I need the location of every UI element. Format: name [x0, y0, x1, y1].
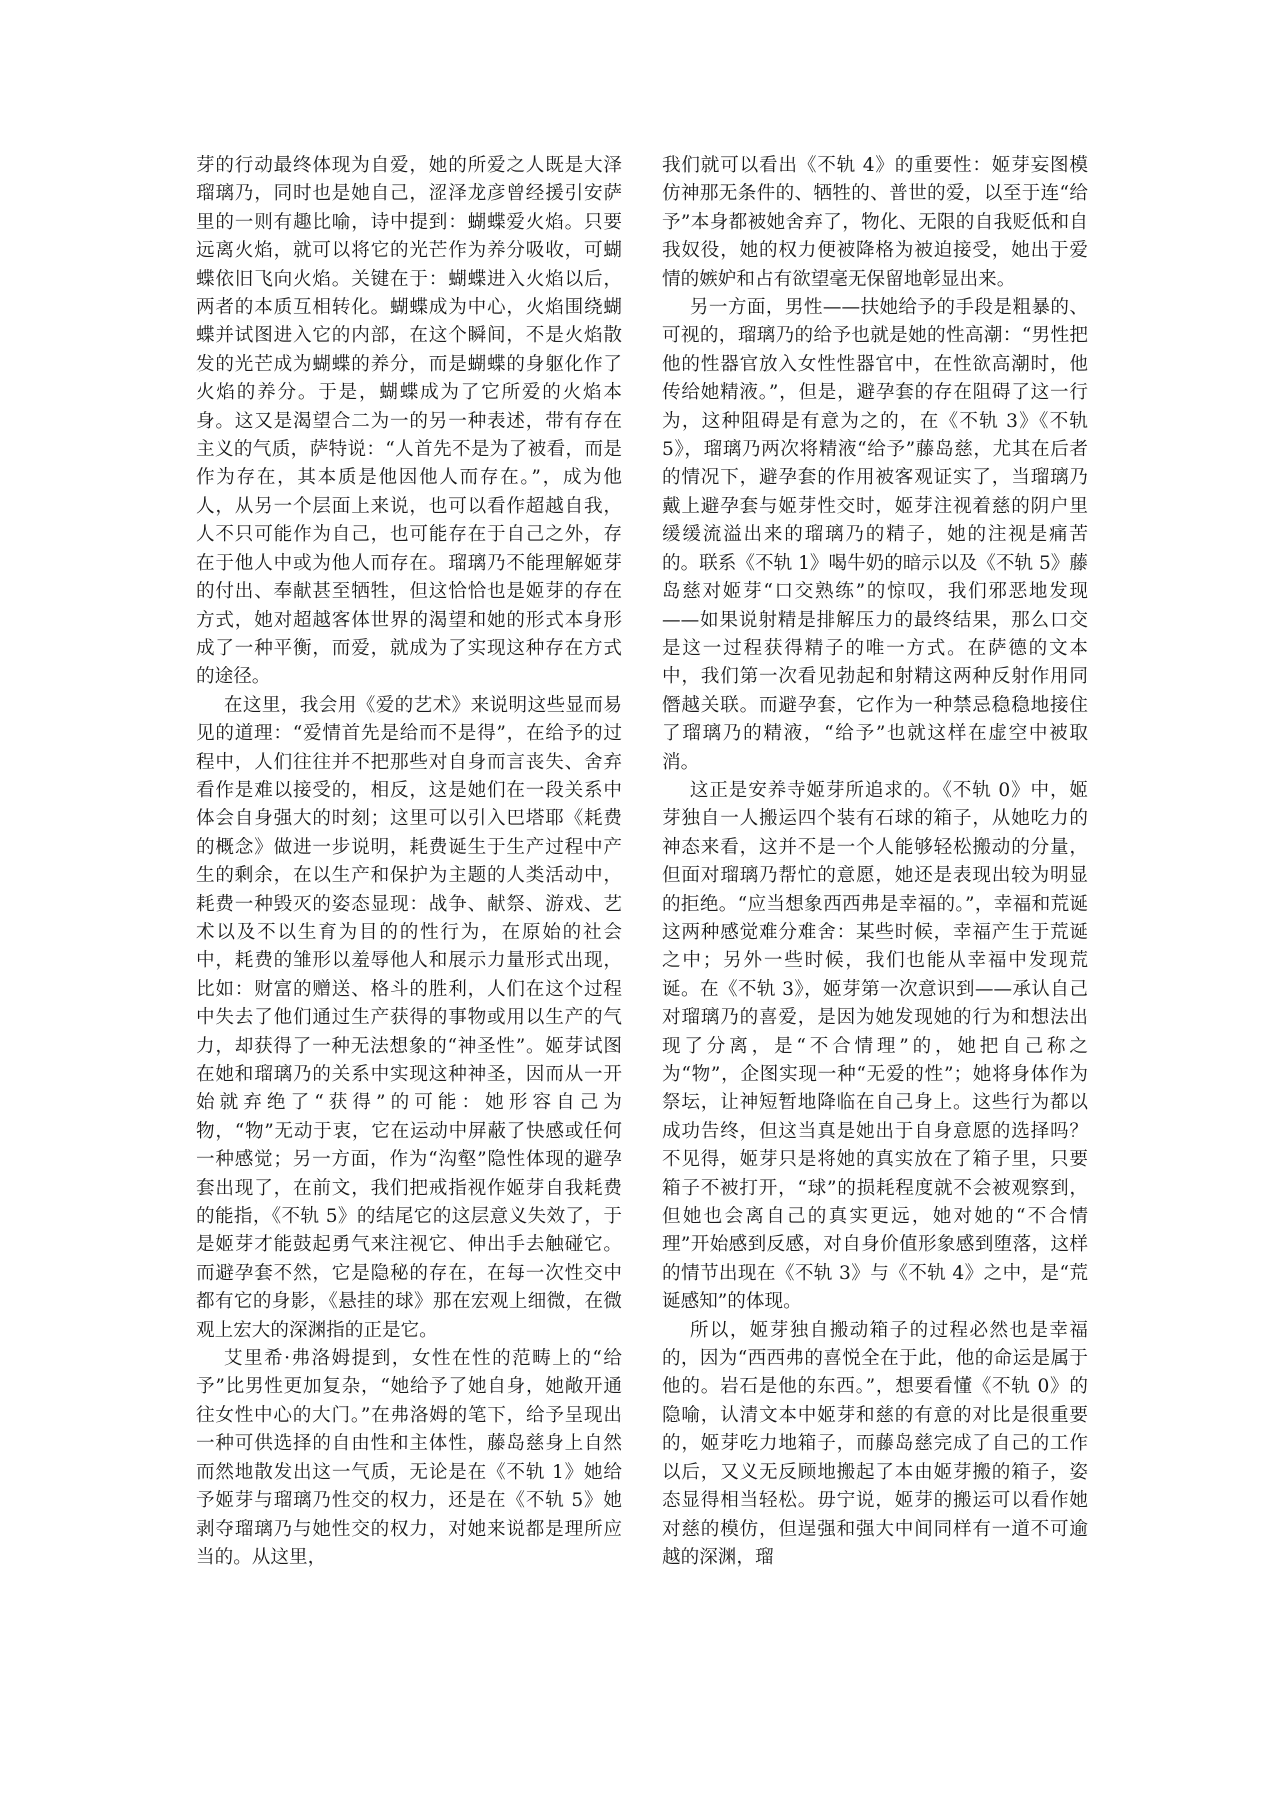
right-column [662, 152, 1088, 1692]
paragraph: 芽的行动最终体现为自爱，她的所爱之人既是大泽瑠璃乃，同时也是她自己，涩泽龙彦曾经援引安萨里的一则有趣比喻，诗中提到：蝴蝶爱火焰。只要远离火焰，就可以将它的光芒作为养分吸收，可蝴蝶依旧飞向火焰。关键在于：蝴蝶进入火焰以后，两者的本质互相转化。蝴蝶成为中心，火焰围绕蝴蝶并试图进入它的内部，在这个瞬间，不是火焰散发的光芒成为蝴蝶的养分，而是蝴蝶的身躯化作了火焰的养分。于是，蝴蝶成为了它所爱的火焰本身。这又是渴望合二为一的另一种表述，带有存在主义的气质，萨特说：“人首先不是为了被看，而是作为存在，其本质是他因他人而存在。”，成为他人，从另一个层面上来说，也可以看作超越自我，人不只可能作为自己，也可能存在于自己之外，存在于他人中或为他人而存在。瑠璃乃不能理解姬芽的付出、奉献甚至牺牲，但这恰恰也是姬芽的存在方式，她对超越客体世界的渴望和她的形式本身形成了一种平衡，而爱，就成为了实现这种存在方式的途径。 [196, 155, 622, 688]
paragraph: 艾里希·弗洛姆提到，女性在性的范畴上的“给予”比男性更加复杂，“她给予了她自身，她敞开通往女性中心的大门。”在弗洛姆的笔下，给予呈现出一种可供选择的自由性和主体性，藤岛慈身上自然而然地散发出这一气质，无论是在《不轨 1》她给予姬芽与瑠璃乃性交的权力，还是在《不轨 5》她剥夺瑠璃乃与她性交的权力，对她来说都是理所应当的。从这里， [196, 1348, 622, 1568]
document-page [196, 152, 1088, 1692]
paragraph: 在这里，我会用《爱的艺术》来说明这些显而易见的道理：“爱情首先是给而不是得”，在给予的过程中，人们往往并不把那些对自身而言丧失、舍弃看作是难以接受的，相反，这是她们在一段关系中体会自身强大的时刻；这里可以引入巴塔耶《耗费的概念》做进一步说明，耗费诞生于生产过程中产生的剩余，在以生产和保护为主题的人类活动中，耗费一种毁灭的姿态显现：战争、献祭、游戏、艺术以及不以生育为目的的性行为，在原始的社会中，耗费的雏形以羞辱他人和展示力量形式出现，比如：财富的赠送、格斗的胜利，人们在这个过程中失去了他们通过生产获得的事物或用以生产的气力，却获得了一种无法想象的“神圣性”。姬芽试图在她和瑠璃乃的关系中实现这种神圣，因而从一开始就弃绝了“获得”的可能：她形容自己为物，“物”无动于衷，它在运动中屏蔽了快感或任何一种感觉；另一方面，作为“沟壑”隐性体现的避孕套出现了，在前文，我们把戒指视作姬芽自我耗费的能指，《不轨 5》的结尾它的这层意义失效了，于是姬芽才能鼓起勇气来注视它、伸出手去触碰它。而避孕套不然，它是隐秘的存在，在每一次性交中都有它的身影，《悬挂的球》那在宏观上细微，在微观上宏大的深渊指的正是它。 [196, 694, 622, 1341]
paragraph: 所以，姬芽独自搬动箱子的过程必然也是幸福的，因为“西西弗的喜悦全在于此，他的命运是属于他的。岩石是他的东西。”，想要看懂《不轨 0》的隐喻，认清文本中姬芽和慈的有意的对比是很重要的，姬芽吃力地箱子，而藤岛慈完成了自己的工作以后，又义无反顾地搬起了本由姬芽搬的箱子，姿态显得相当轻松。毋宁说，姬芽的搬运可以看作她对慈的模仿，但逞强和强大中间同样有一道不可逾越的深渊，瑠 [662, 1319, 1088, 1568]
paragraph: 这正是安养寺姬芽所追求的。《不轨 0》中，姬芽独自一人搬运四个装有石球的箱子，从她吃力的神态来看，这并不是一个人能够轻松搬动的分量，但面对瑠璃乃帮忙的意愿，她还是表现出较为明显的拒绝。“应当想象西西弗是幸福的。”，幸福和荒诞这两种感觉难分难舍：某些时候，幸福产生于荒诞之中；另外一些时候，我们也能从幸福中发现荒诞。在《不轨 3》，姬芽第一次意识到——承认自己对瑠璃乃的喜爱，是因为她发现她的行为和想法出现了分离，是“不合情理”的，她把自己称之为“物”，企图实现一种“无爱的性”；她将身体作为祭坛，让神短暂地降临在自己身上。这些行为都以成功告终，但这当真是她出于自身意愿的选择吗？不见得，姬芽只是将她的真实放在了箱子里，只要箱子不被打开，“球”的损耗程度就不会被观察到，但她也会离自己的真实更远，她对她的“不合情理”开始感到反感，对自身价值形象感到堕落，这样的情节出现在《不轨 3》与《不轨 4》之中，是“荒诞感知”的体现。 [662, 779, 1088, 1313]
paragraph: 我们就可以看出《不轨 4》的重要性：姬芽妄图模仿神那无条件的、牺牲的、普世的爱，以至于连“给予”本身都被她舍弃了，物化、无限的自我贬低和自我奴役，她的权力便被降格为被迫接受，她出于爱情的嫉妒和占有欲望毫无保留地彰显出来。 [662, 155, 1088, 290]
paragraph: 另一方面，男性——扶她给予的手段是粗暴的、可视的，瑠璃乃的给予也就是她的性高潮：“男性把他的性器官放入女性性器官中，在性欲高潮时，他传给她精液。”，但是，避孕套的存在阻碍了这一行为，这种阻碍是有意为之的，在《不轨 3》《不轨 5》，瑠璃乃两次将精液“给予”藤岛慈，尤其在后者的情况下，避孕套的作用被客观证实了，当瑠璃乃戴上避孕套与姬芽性交时，姬芽注视着慈的阴户里缓缓流溢出来的瑠璃乃的精子，她的注视是痛苦的。联系《不轨 1》喝牛奶的暗示以及《不轨 5》藤岛慈对姬芽“口交熟练”的惊叹，我们邪恶地发现——如果说射精是排解压力的最终结果，那么口交是这一过程获得精子的唯一方式。在萨德的文本中，我们第一次看见勃起和射精这两种反射作用同僭越关联。而避孕套，它作为一种禁忌稳稳地接住了瑠璃乃的精液，“给予”也就这样在虚空中被取消。 [662, 297, 1088, 773]
left-column [196, 152, 622, 1692]
